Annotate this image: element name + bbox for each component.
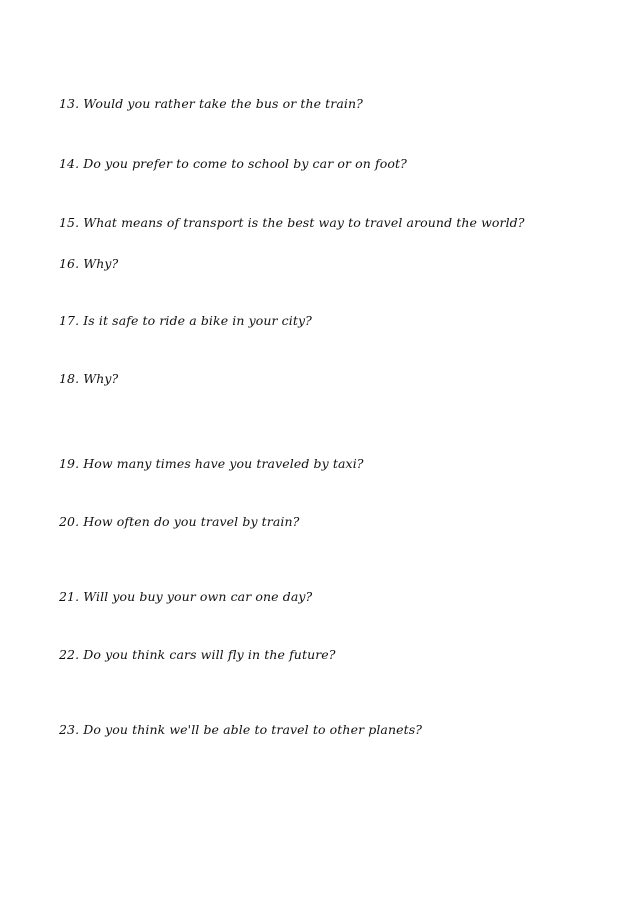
question-22: 22. Do you think cars will fly in the future? <box>59 647 336 662</box>
question-14: 14. Do you prefer to come to school by car or on foot? <box>59 156 407 171</box>
question-20: 20. How often do you travel by train? <box>59 514 300 529</box>
question-21: 21. Will you buy your own car one day? <box>59 589 313 604</box>
question-15: 15. What means of transport is the best way to travel around the world? <box>59 215 525 230</box>
question-16: 16. Why? <box>59 256 119 271</box>
question-18: 18. Why? <box>59 371 119 386</box>
question-19: 19. How many times have you traveled by taxi? <box>59 456 364 471</box>
question-13: 13. Would you rather take the bus or the train? <box>59 96 363 111</box>
question-23: 23. Do you think we'll be able to travel to other planets? <box>59 722 423 737</box>
question-17: 17. Is it safe to ride a bike in your city? <box>59 313 312 328</box>
